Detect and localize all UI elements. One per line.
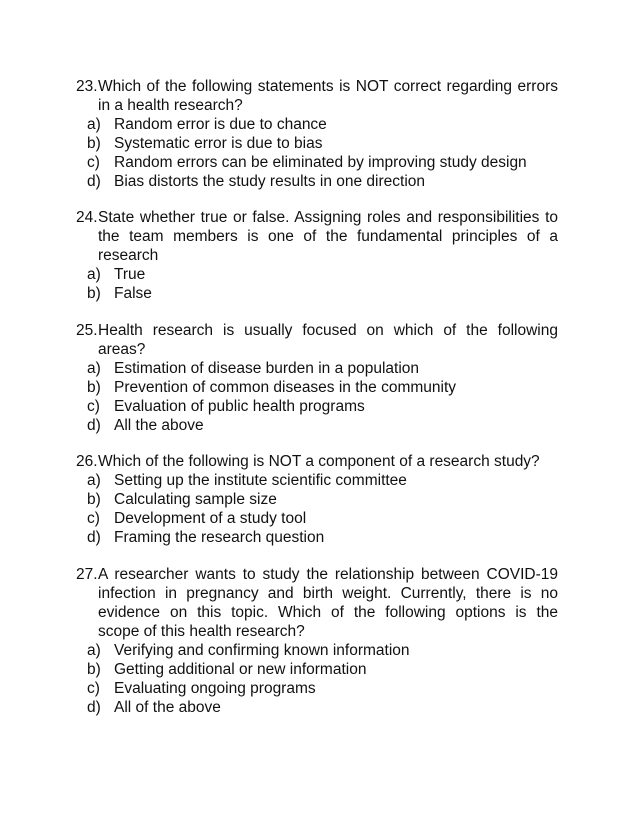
question-number: 26. [76, 453, 98, 470]
option-letter: d) [87, 417, 101, 434]
answer-option [0, 265, 638, 284]
question-text-line: infection in pregnancy and birth weight. Currently, there is no [98, 585, 558, 602]
answer-option [0, 378, 638, 397]
question-text-line: Which of the following statements is NOT correct regarding errors [98, 78, 558, 95]
answer-option [0, 397, 638, 416]
option-letter: b) [87, 285, 101, 302]
option-letter: b) [87, 135, 101, 152]
option-letter: c) [87, 398, 100, 415]
question-text-line: Health research is usually focused on which of the following [98, 322, 558, 339]
answer-option [0, 490, 638, 509]
option-text: Calculating sample size [114, 491, 277, 508]
question-text-line: the team members is one of the fundamental principles of a [98, 228, 558, 245]
answer-option [0, 471, 638, 490]
question-text-line: research [98, 247, 159, 264]
answer-option [0, 660, 638, 679]
option-text: Prevention of common diseases in the community [114, 379, 457, 396]
option-text: True [114, 266, 146, 283]
option-text: Systematic error is due to bias [114, 135, 323, 152]
option-letter: b) [87, 491, 101, 508]
option-letter: d) [87, 699, 101, 716]
question-number: 25. [76, 322, 98, 339]
option-text: Evaluating ongoing programs [114, 680, 316, 697]
option-text: All of the above [114, 699, 221, 716]
question-text-line: scope of this health research? [98, 623, 305, 640]
question-text-line: evidence on this topic. Which of the following options is the [98, 604, 558, 621]
answer-option [0, 509, 638, 528]
answer-option [0, 172, 638, 191]
option-text: Getting additional or new information [114, 661, 367, 678]
option-letter: c) [87, 680, 100, 697]
question-text-line: A researcher wants to study the relationship between COVID-19 [98, 566, 558, 583]
answer-option [0, 115, 638, 134]
option-text: Estimation of disease burden in a population [114, 360, 420, 377]
option-letter: c) [87, 154, 100, 171]
question-26 [0, 452, 638, 547]
option-letter: b) [87, 379, 101, 396]
answer-option [0, 284, 638, 303]
option-letter: d) [87, 529, 101, 546]
option-letter: a) [87, 266, 101, 283]
option-letter: a) [87, 642, 101, 659]
question-text-line: areas? [98, 341, 146, 358]
option-letter: c) [87, 510, 100, 527]
option-text: Development of a study tool [114, 510, 307, 527]
answer-option [0, 641, 638, 660]
option-text: Setting up the institute scientific committee [114, 472, 407, 489]
answer-option [0, 153, 638, 172]
answer-option [0, 359, 638, 378]
question-25 [0, 321, 638, 435]
option-letter: a) [87, 360, 101, 377]
option-text: Verifying and confirming known information [114, 642, 410, 659]
option-text: Random errors can be eliminated by improving study design [114, 154, 527, 171]
question-number: 24. [76, 209, 98, 226]
question-text-line: State whether true or false. Assigning roles and responsibilities to [98, 209, 558, 226]
question-27 [0, 565, 638, 717]
option-text: Bias distorts the study results in one direction [114, 173, 426, 190]
option-text: Framing the research question [114, 529, 325, 546]
option-text: Random error is due to chance [114, 116, 327, 133]
answer-option [0, 528, 638, 547]
option-letter: d) [87, 173, 101, 190]
answer-option [0, 698, 638, 717]
question-text-line: Which of the following is NOT a component of a research study? [98, 453, 540, 470]
question-23 [0, 77, 638, 191]
option-text: All the above [114, 417, 204, 434]
option-letter: a) [87, 116, 101, 133]
answer-option [0, 679, 638, 698]
question-number: 23. [76, 78, 98, 95]
option-letter: a) [87, 472, 101, 489]
question-24 [0, 208, 638, 303]
question-number: 27. [76, 566, 98, 583]
answer-option [0, 134, 638, 153]
option-text: False [114, 285, 152, 302]
option-letter: b) [87, 661, 101, 678]
question-text-line: in a health research? [98, 97, 243, 114]
option-text: Evaluation of public health programs [114, 398, 365, 415]
answer-option [0, 416, 638, 435]
